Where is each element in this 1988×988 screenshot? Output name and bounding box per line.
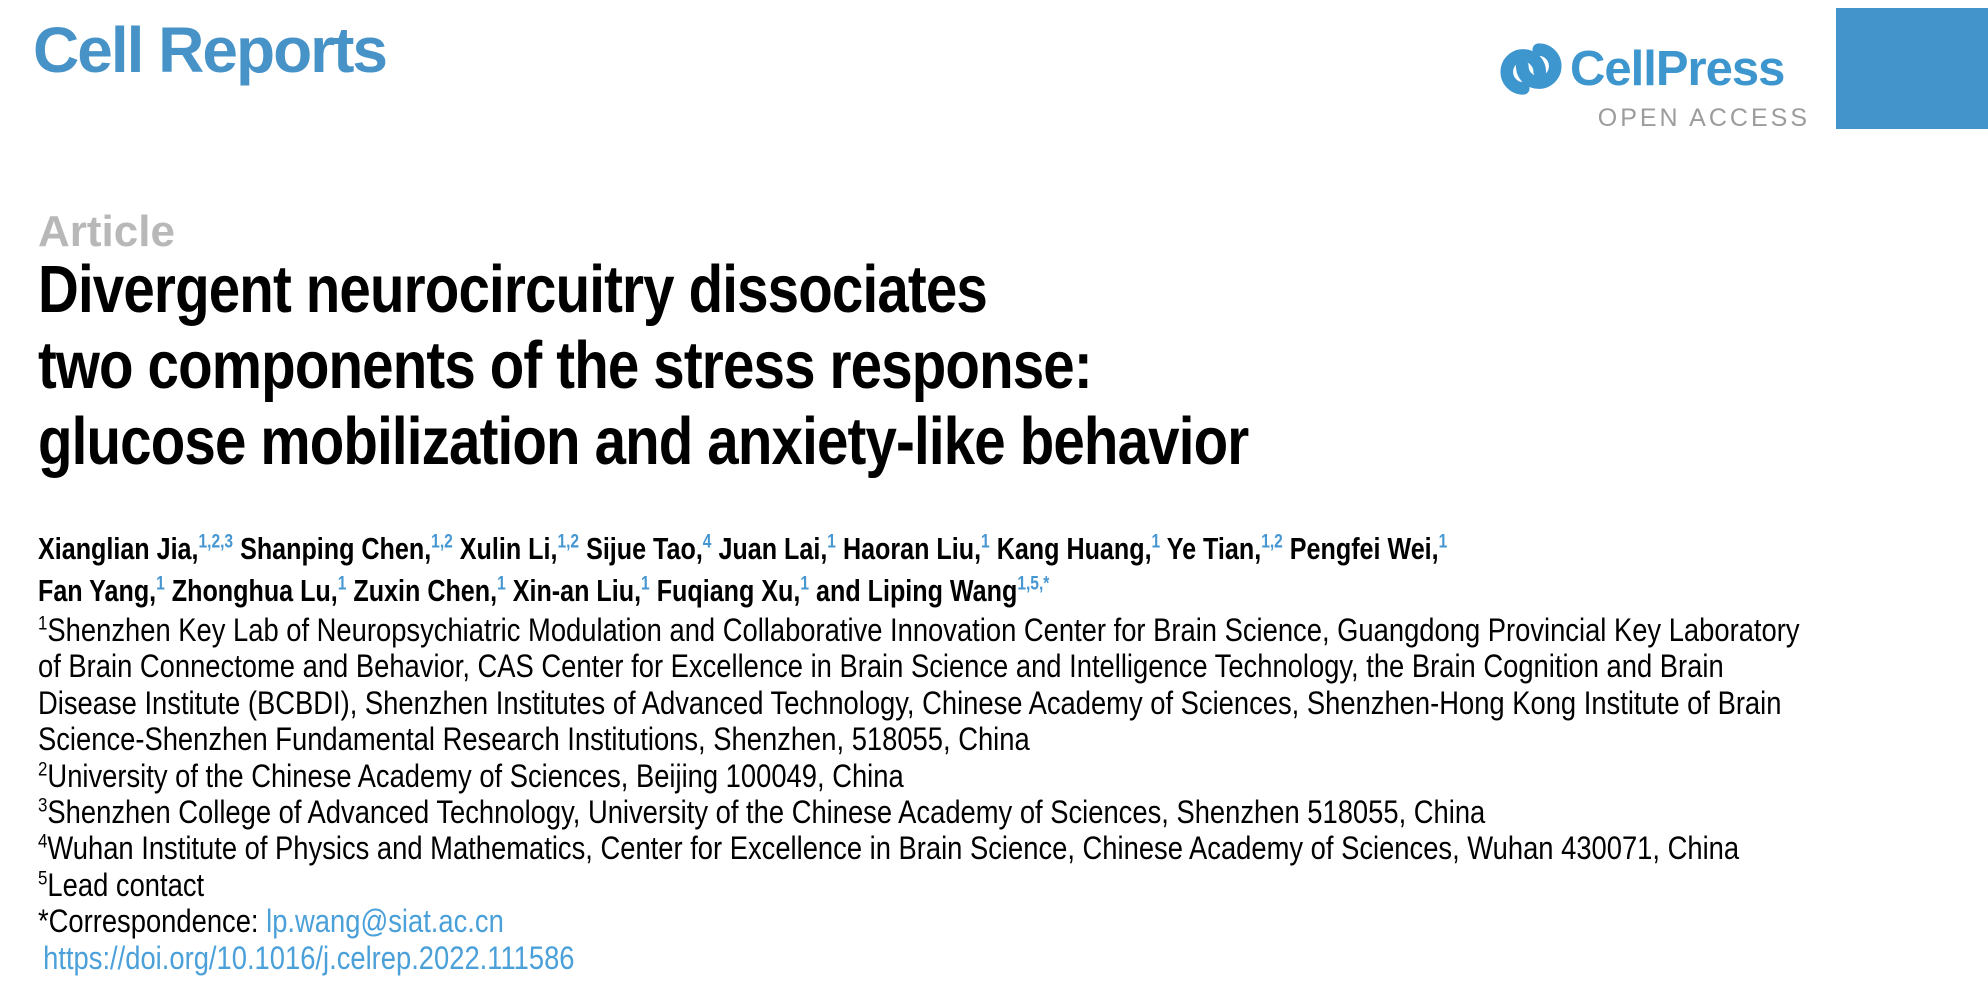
paper-title <box>38 252 1248 480</box>
cellpress-logo-icon <box>1500 38 1562 100</box>
author-superscript: 4 <box>702 531 712 553</box>
journal-logo: Cell Reports <box>33 14 386 86</box>
doi-link[interactable]: https://doi.org/10.1016/j.celrep.2022.111586 <box>43 939 575 976</box>
affiliation-superscript: 4 <box>38 830 48 853</box>
affiliation: $^2$University of the Chinese Academy of Sciences, Beijing 100049, China <box>38 757 904 794</box>
author-name: Haoran Liu, <box>842 531 982 566</box>
author-superscript: 1 <box>800 573 810 595</box>
author-superscript: 1 <box>156 573 165 595</box>
doi-line <box>38 940 1818 976</box>
article-type-label: Article <box>38 207 175 256</box>
author-superscript: 1,2,3 <box>198 531 234 553</box>
author-superscript: 1 <box>827 531 836 553</box>
author-superscript: 1 <box>337 573 347 595</box>
author-name: Juan Lai, <box>718 531 828 566</box>
author-name: Shanping Chen, <box>240 531 432 566</box>
affiliation-list <box>38 612 1818 976</box>
affiliation: $^3$Shenzhen College of Advanced Technology, University of the Chinese Academy of Sciences, Shenzhen 518055, China <box>38 794 1486 831</box>
affiliation: $^5$Lead contact <box>38 866 205 903</box>
correspondence-line <box>38 903 1818 939</box>
affiliation-superscript: 1 <box>38 612 48 635</box>
author-superscript: 1 <box>981 531 990 553</box>
author-superscript: 1 <box>641 573 650 595</box>
affiliation-superscript: 5 <box>38 867 48 890</box>
author-list <box>38 528 1820 612</box>
affiliation: $^4$Wuhan Institute of Physics and Mathematics, Center for Excellence in Brain Science, Chinese Academy of Sciences, Wuhan 430071, China <box>38 830 1740 867</box>
author-superscript: 1,2 <box>557 531 580 553</box>
author-superscript: 1 <box>1438 531 1448 553</box>
paper-title-line-1: Divergent neurocircuitry dissociates <box>38 252 988 327</box>
author-name: Fan Yang, <box>38 573 157 608</box>
affiliation-superscript: 2 <box>38 757 48 780</box>
affiliation: $^1$Shenzhen Key Lab of Neuropsychiatric Modulation and Collaborative Innovation Center for Brain Science, Guangdong Provincial Key Laboratory of Brain Connectome and Behavior, CAS Center for Excellence in Brain Science and Intelligence Technology, the Brain Cognition and Brain Disease Institute (BCBDI), Shenzhen Institutes of Advanced Technology, Chinese Academy of Sciences, Shenzhen-Hong Kong Institute of Brain Science-Shenzhen Fundamental Research Institutions, Shenzhen, 518055, China <box>38 612 1800 758</box>
author-name: Zuxin Chen, <box>353 573 498 608</box>
author-name: Xin-an Liu, <box>512 573 642 608</box>
author-name: and Liping Wang <box>816 573 1018 608</box>
author-name: Sijue Tao, <box>586 531 703 566</box>
correspondence-label: *Correspondence: <box>38 903 267 940</box>
publisher-logo <box>1500 38 1810 133</box>
author-superscript: 1 <box>1151 531 1161 553</box>
author-name: Xulin Li, <box>459 531 558 566</box>
paper-title-line-3: glucose mobilization and anxiety-like behavior <box>38 404 1249 479</box>
author-name: Pengfei Wei, <box>1289 531 1439 566</box>
paper-title-line-2: two components of the stress response: <box>38 328 1092 403</box>
author-name: Xianglian Jia, <box>38 531 199 566</box>
publisher-name: CellPress <box>1570 41 1785 96</box>
corner-accent-rect <box>1836 8 1988 129</box>
author-superscript: 1,5,* <box>1017 573 1050 595</box>
author-name: Ye Tian, <box>1166 531 1262 566</box>
open-access-label: OPEN ACCESS <box>1597 104 1810 132</box>
author-name: Kang Huang, <box>996 531 1152 566</box>
affiliation-superscript: 3 <box>38 794 48 817</box>
author-superscript: 1,2 <box>1261 531 1283 553</box>
author-superscript: 1 <box>497 573 506 595</box>
author-name: Fuqiang Xu, <box>656 573 801 608</box>
author-superscript: 1,2 <box>431 531 453 553</box>
correspondence-email-link[interactable]: lp.wang@siat.ac.cn <box>266 903 504 940</box>
author-name: Zhonghua Lu, <box>171 573 338 608</box>
